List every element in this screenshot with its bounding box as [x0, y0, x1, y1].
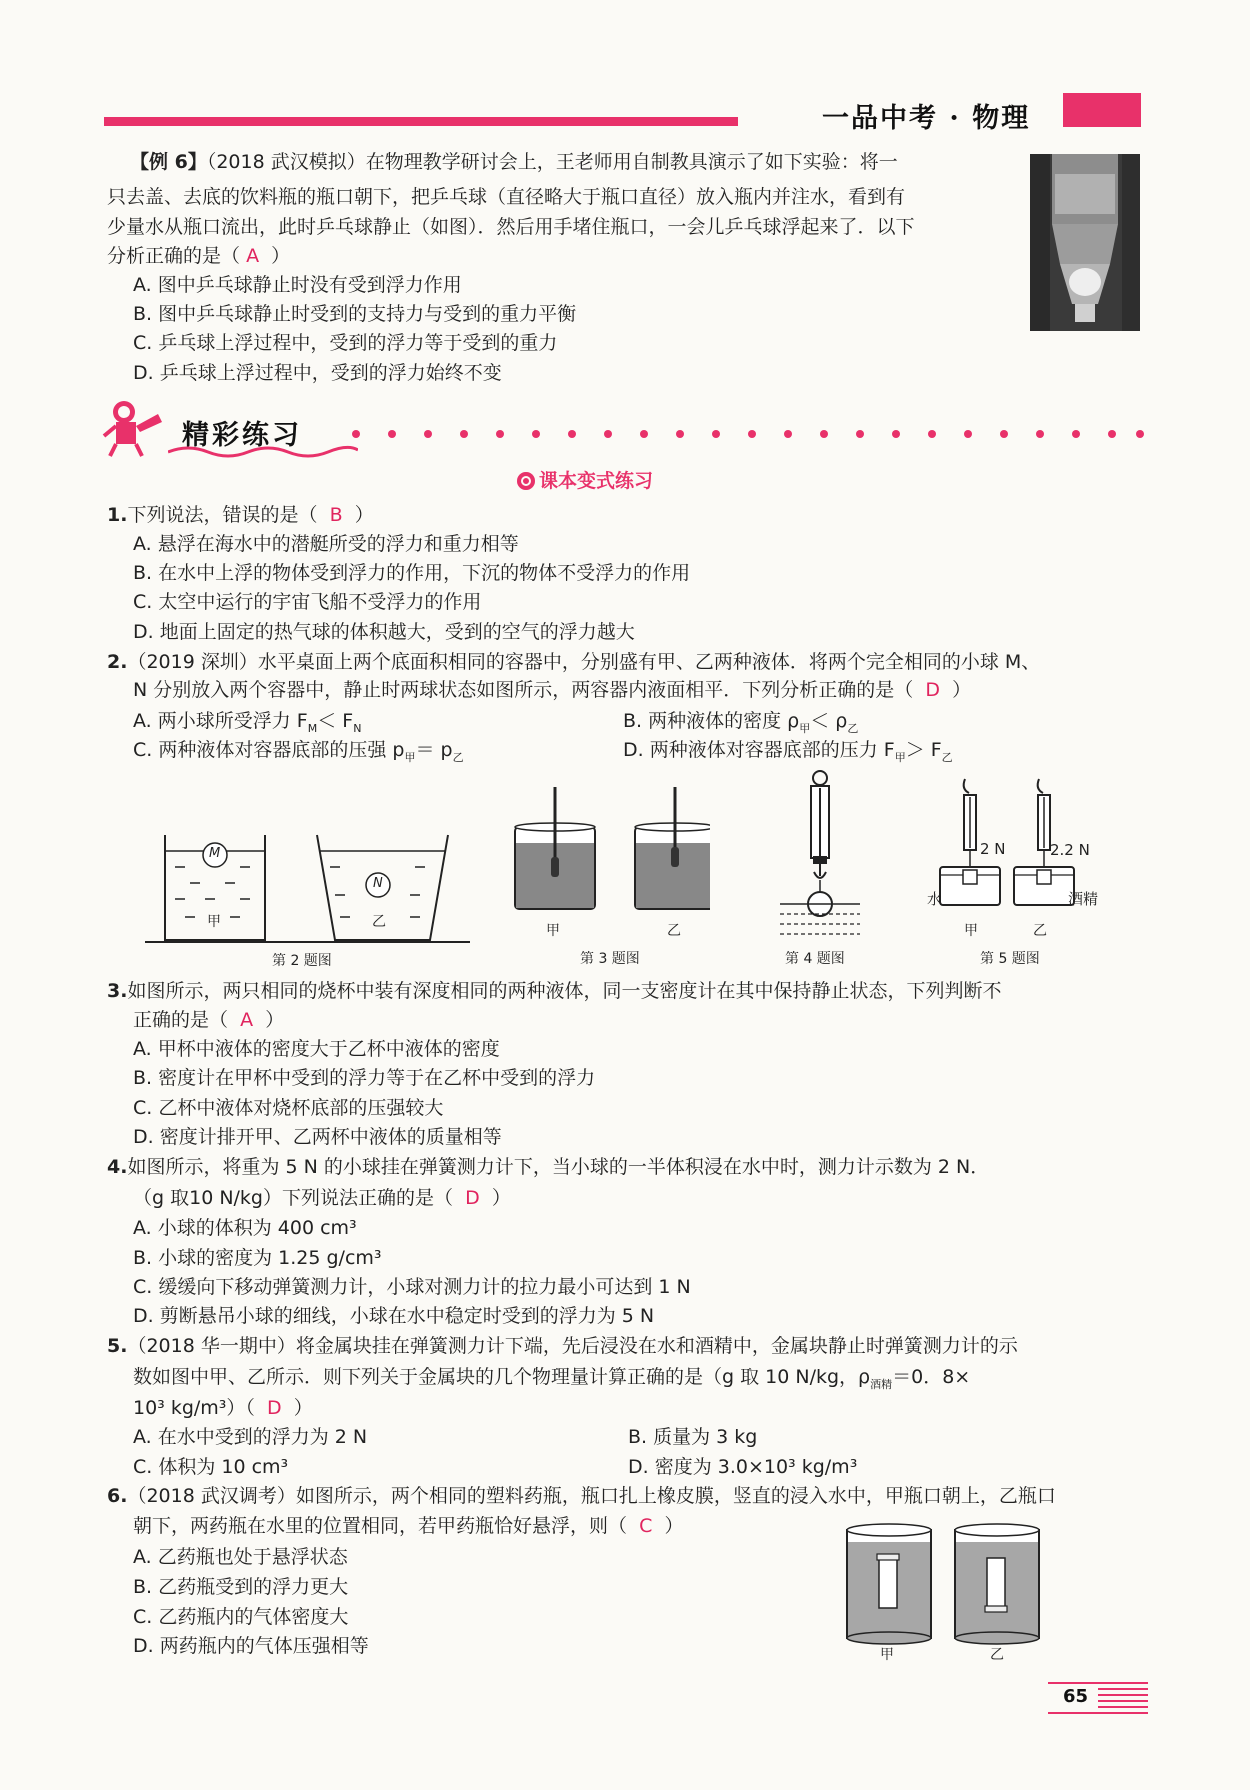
figure-2: [145, 825, 475, 947]
q4-option-b: B. 小球的密度为 1.25 g/cm³: [133, 1247, 382, 1269]
q3-option-a: A. 甲杯中液体的密度大于乙杯中液体的密度: [133, 1038, 500, 1060]
q4-option-d: D. 剪断悬吊小球的细线，小球在水中稳定时受到的浮力为 5 N: [133, 1305, 655, 1327]
q6-option-c: C. 乙药瓶内的气体密度大: [133, 1606, 349, 1628]
q6-line-1: 6.（2018 武汉调考）如图所示，两个相同的塑料药瓶，瓶口扎上橡皮膜，竖直的浸入水中，甲瓶口朝上，乙瓶口: [107, 1485, 1056, 1507]
page-number: 65: [1063, 1686, 1089, 1707]
example6-line-4: 分析正确的是（ A ）: [107, 245, 291, 267]
figure-5-reading-2: 2.2 N: [1050, 841, 1090, 859]
q2-option-a: A. 两小球所受浮力 $F_M< F_N$: [133, 710, 362, 735]
figure-5-reading-1: 2 N: [980, 840, 1006, 858]
q4-option-c: C. 缓缓向下移动弹簧测力计，小球对测力计的拉力最小可达到 1 N: [133, 1276, 691, 1298]
page-number-stripes: [1048, 1681, 1148, 1715]
example6-line-2: 只去盖、去底的饮料瓶的瓶口朝下，把乒乓球（直径略大于瓶口直径）放入瓶内并注水，看到有: [107, 186, 906, 208]
figure-2-label-jia: 甲: [207, 914, 221, 930]
q2-option-d: D. 两种液体对容器底部的压力 $F_甲> F_乙$: [623, 739, 953, 764]
figure-2-ball-n: N: [373, 876, 383, 891]
figure-6-label-jia: 甲: [880, 1647, 894, 1663]
q2-answer: D: [925, 679, 940, 701]
figure-5-label-alcohol: 酒精: [1068, 890, 1099, 908]
q6-answer: C: [639, 1515, 653, 1537]
section-dotted-line: [350, 426, 1150, 442]
subsection-title: 课本变式练习: [539, 470, 654, 492]
example6-option-c: C. 乒乓球上浮过程中，受到的浮力等于受到的重力: [133, 332, 558, 354]
q2-option-b: B. 两种液体的密度 $\rho_甲< \rho_乙$: [623, 710, 859, 735]
q5-option-d: D. 密度为 3.0×10³ kg/m³: [628, 1456, 858, 1478]
section-title-underline: [168, 444, 358, 458]
q2-line-2: N 分别放入两个容器中，静止时两球状态如图所示，两容器内液面相平．下列分析正确的是（ D ）: [133, 679, 972, 701]
figure-3-label-yi: 乙: [667, 923, 681, 939]
q4-line-1: 4.如图所示，将重为 5 N 的小球挂在弹簧测力计下，当小球的一半体积浸在水中时，测力计示数为 2 N．: [107, 1156, 990, 1178]
q2-option-c: C. 两种液体对容器底部的压强 $p_甲= p_乙$: [133, 739, 464, 764]
figure-2-label-yi: 乙: [372, 914, 386, 930]
q5-line-1: 5.（2018 华一期中）将金属块挂在弹簧测力计下端，先后浸没在水和酒精中，金属块静止时弹簧测力计的示: [107, 1335, 1018, 1357]
q6-option-d: D. 两药瓶内的气体压强相等: [133, 1635, 369, 1657]
q4-answer: D: [465, 1187, 480, 1209]
figure-4-caption: 第 4 题图: [785, 951, 845, 967]
q4-option-a: A. 小球的体积为 400 cm³: [133, 1217, 357, 1239]
q1-stem: 1.下列说法，错误的是（ B ）: [107, 504, 374, 526]
q6-option-a: A. 乙药瓶也处于悬浮状态: [133, 1546, 348, 1568]
q1-answer: B: [329, 504, 343, 526]
q1-option-b: B. 在水中上浮的物体受到浮力的作用，下沉的物体不受浮力的作用: [133, 562, 691, 584]
figure-2-ball-m: M: [209, 846, 221, 861]
figure-6-label-yi: 乙: [990, 1647, 1004, 1663]
subsection-header: [517, 466, 653, 493]
figure-5-label-jia: 甲: [964, 923, 978, 939]
q5-answer: D: [267, 1397, 282, 1419]
figure-2-caption: 第 2 题图: [272, 953, 332, 969]
section-title: 精彩练习: [182, 420, 302, 451]
q1-option-c: C. 太空中运行的宇宙飞船不受浮力的作用: [133, 591, 482, 613]
bottle-photo: [1030, 154, 1140, 331]
figure-3-caption: 第 3 题图: [580, 951, 640, 967]
q2-line-1: 2.（2019 深圳）水平桌面上两个底面积相同的容器中，分别盛有甲、乙两种液体．将两个完全相同的小球 M、: [107, 651, 1041, 673]
q3-line-1: 3.如图所示，两只相同的烧杯中装有深度相同的两种液体，同一支密度计在其中保持静止状态，下列判断不: [107, 980, 1002, 1002]
q3-option-c: C. 乙杯中液体对烧杯底部的压强较大: [133, 1097, 444, 1119]
figure-5-label-yi: 乙: [1033, 923, 1047, 939]
section-mascot-icon: [102, 396, 166, 458]
figure-5-caption: 第 5 题图: [980, 951, 1040, 967]
q3-answer: A: [240, 1009, 254, 1031]
figure-5-label-water: 水: [927, 890, 943, 908]
example6-line-1: 【例 6】（2018 武汉模拟）在物理教学研讨会上，王老师用自制教具演示了如下实验：将一: [130, 151, 898, 173]
figure-3: [510, 777, 710, 917]
q1-option-d: D. 地面上固定的热气球的体积越大，受到的空气的浮力越大: [133, 621, 635, 643]
header-title: 一品中考 · 物理: [822, 103, 1031, 134]
figure-4: [775, 768, 865, 944]
target-icon: [517, 472, 535, 490]
q5-option-c: C. 体积为 10 cm³: [133, 1456, 289, 1478]
example6-option-a: A. 图中乒乓球静止时没有受到浮力作用: [133, 274, 462, 296]
q5-option-a: A. 在水中受到的浮力为 2 N: [133, 1426, 368, 1448]
q3-line-2: 正确的是（ A ）: [133, 1009, 285, 1031]
example6-answer: A: [246, 245, 260, 267]
q3-option-b: B. 密度计在甲杯中受到的浮力等于在乙杯中受到的浮力: [133, 1067, 596, 1089]
figure-6: [843, 1520, 1053, 1650]
q3-option-d: D. 密度计排开甲、乙两杯中液体的质量相等: [133, 1126, 502, 1148]
example6-line-3: 少量水从瓶口流出，此时乒乓球静止（如图）．然后用手堵住瓶口，一会儿乒乓球浮起来了．以下: [107, 216, 915, 238]
q6-option-b: B. 乙药瓶受到的浮力更大: [133, 1576, 349, 1598]
q5-line-2: 数如图中甲、乙所示．则下列关于金属块的几个物理量计算正确的是（g 取 10 N/kg，$\rho_{酒精}=0$．8×: [133, 1366, 971, 1391]
example6-option-d: D. 乒乓球上浮过程中，受到的浮力始终不变: [133, 362, 502, 384]
q1-option-a: A. 悬浮在海水中的潜艇所受的浮力和重力相等: [133, 533, 519, 555]
example6-label: 【例 6】: [130, 151, 207, 173]
q6-line-2: 朝下，两药瓶在水里的位置相同，若甲药瓶恰好悬浮，则（ C ）: [133, 1515, 684, 1537]
header-block: [1063, 93, 1141, 127]
q4-line-2: （g 取10 N/kg）下列说法正确的是（ D ）: [133, 1187, 511, 1209]
q5-option-b: B. 质量为 3 kg: [628, 1426, 758, 1448]
q5-line-3: 10³ kg/m³）（ D ）: [133, 1397, 313, 1419]
figure-3-label-jia: 甲: [546, 923, 560, 939]
header-bar: [104, 117, 738, 126]
example6-option-b: B. 图中乒乓球静止时受到的支持力与受到的重力平衡: [133, 303, 577, 325]
